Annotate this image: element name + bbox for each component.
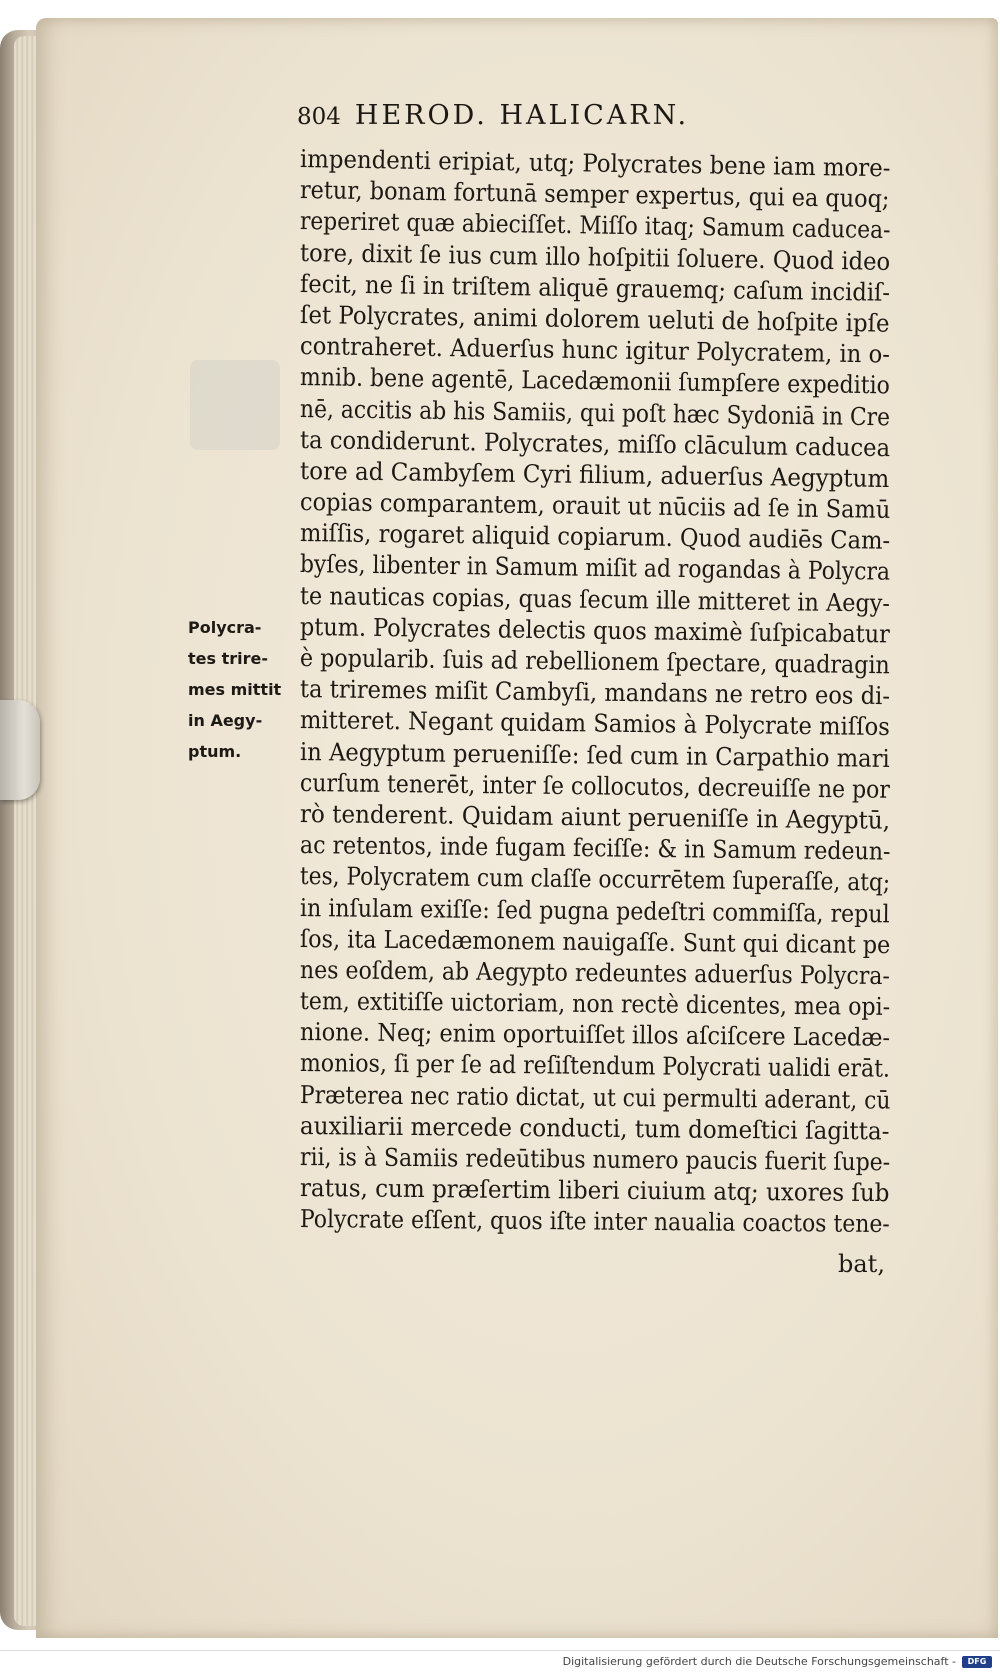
text-line: mitteret. Negant quidam Samios à Polycrate miſſos: [299, 705, 891, 742]
bleed-through-mark: [190, 360, 280, 450]
text-line: byſes, libenter in Samum miſit ad rogandas à Polycra: [299, 549, 891, 587]
text-line: tem, extitiſſe uictoriam, non rectè dicentes, mea opi-: [299, 986, 891, 1021]
text-line: in Aegyptum perueniſſe: ſed cum in Carpathio mari: [299, 736, 890, 773]
text-line: retur, bonam fortunā semper expertus, qui ea quoq;: [299, 175, 890, 214]
margin-note-line: Polycra-: [188, 618, 262, 637]
text-line: nione. Neq; enim oportuiſſet illos aſciſcere Lacedæ-: [299, 1017, 891, 1053]
text-line: è popularib. ſuis ad rebellionem ſpectare, quadragin: [299, 643, 891, 680]
text-line: ta triremes miſit Cambyſi, mandans ne retro eos di-: [299, 674, 891, 711]
text-line: rii, is à Samiis redeūtibus numero paucis fuerit ſupe-: [299, 1142, 891, 1177]
margin-note-line: in Aegy-: [188, 711, 263, 730]
text-line: tore, dixit ſe ius cum illo hoſpitii ſoluere. Quod ideo: [299, 237, 891, 276]
margin-note-line: mes mittit: [188, 680, 282, 699]
text-line: impendenti eripiat, utq; Polycrates bene iam more-: [299, 144, 891, 183]
text-line: Præterea nec ratio dictat, ut cui permulti aderant, cū: [299, 1079, 891, 1115]
text-line: auxiliarii mercede conducti, tum domeſtici ſagitta-: [299, 1110, 890, 1146]
text-line: curſum tenerēt, inter ſe collocutos, decreuiſſe ne por: [299, 767, 891, 804]
text-line: tes, Polycratem cum claſſe occurrētem ſuperaſſe, atq;: [299, 861, 891, 897]
main-text-block: [299, 143, 900, 1239]
page-number: 804: [297, 104, 341, 130]
text-line: reperiret quæ abieciſſet. Miſſo itaq; Samum caducea-: [299, 206, 891, 245]
text-line: copias comparantem, orauit ut nūciis ad ſe in Samū: [299, 487, 891, 524]
margin-note-line: ptum.: [188, 742, 242, 761]
text-line: nē, accitis ab his Samiis, qui poſt hæc Sydoniā in Cre: [299, 393, 891, 431]
marginal-note: [188, 612, 298, 767]
text-line: Polycrate eſſent, quos iſte inter naualia coactos tene-: [299, 1204, 890, 1239]
text-line: tore ad Cambyſem Cyri filium, aduerſus Aegyptum: [299, 455, 890, 493]
text-line: miſſis, rogaret aliquid copiarum. Quod audiēs Cam-: [299, 518, 891, 556]
text-line: mnib. bene agentē, Lacedæmonii ſumpſere expeditio: [299, 362, 891, 400]
text-line: te nauticas copias, quas ſecum ille mitteret in Aegy-: [299, 580, 891, 618]
text-line: ptum. Polycrates delectis quos maximè ſuſpicabatur: [299, 611, 890, 649]
margin-note-line: tes trire-: [188, 649, 268, 668]
text-line: in inſulam exiſſe: ſed pugna pedeſtri commiſſa, repul: [299, 892, 890, 928]
catchword: bat,: [838, 1250, 885, 1278]
dfg-logo-icon: DFG: [962, 1656, 992, 1668]
funding-credit: Digitalisierung gefördert durch die Deutsche Forschungsgemeinschaft -: [562, 1655, 956, 1668]
text-line: nes eoſdem, ab Aegypto redeuntes aduerſus Polycra-: [299, 954, 891, 990]
text-line: ſos, ita Lacedæmonem nauigaſſe. Sunt qui dicant pe: [299, 923, 891, 959]
text-line: ratus, cum præſertim liberi ciuium atq; uxores ſub: [299, 1173, 890, 1208]
running-title: HEROD. HALICARN.: [354, 100, 690, 131]
digitization-footer: [0, 1650, 1000, 1673]
text-line: contraheret. Aduerſus hunc igitur Polycratem, in o-: [299, 331, 891, 369]
text-line: ſet Polycrates, animi dolorem ueluti de hoſpite ipſe: [299, 299, 890, 338]
text-line: rò tenderent. Quidam aiunt perueniſſe in Aegyptū,: [299, 798, 891, 835]
text-line: monios, ſi per ſe ad reſiſtendum Polycrati ualidi erāt.: [299, 1048, 891, 1084]
text-line: fecit, ne ſi in triſtem aliquē grauemq; caſum incidiſ-: [299, 268, 891, 307]
page-header: [297, 100, 817, 131]
scan-clip-tab: [0, 700, 40, 800]
text-line: ta condiderunt. Polycrates, miſſo clāculum caducea: [299, 424, 891, 462]
text-line: ac retentos, inde fugam feciſſe: & in Samum redeun-: [299, 830, 891, 866]
